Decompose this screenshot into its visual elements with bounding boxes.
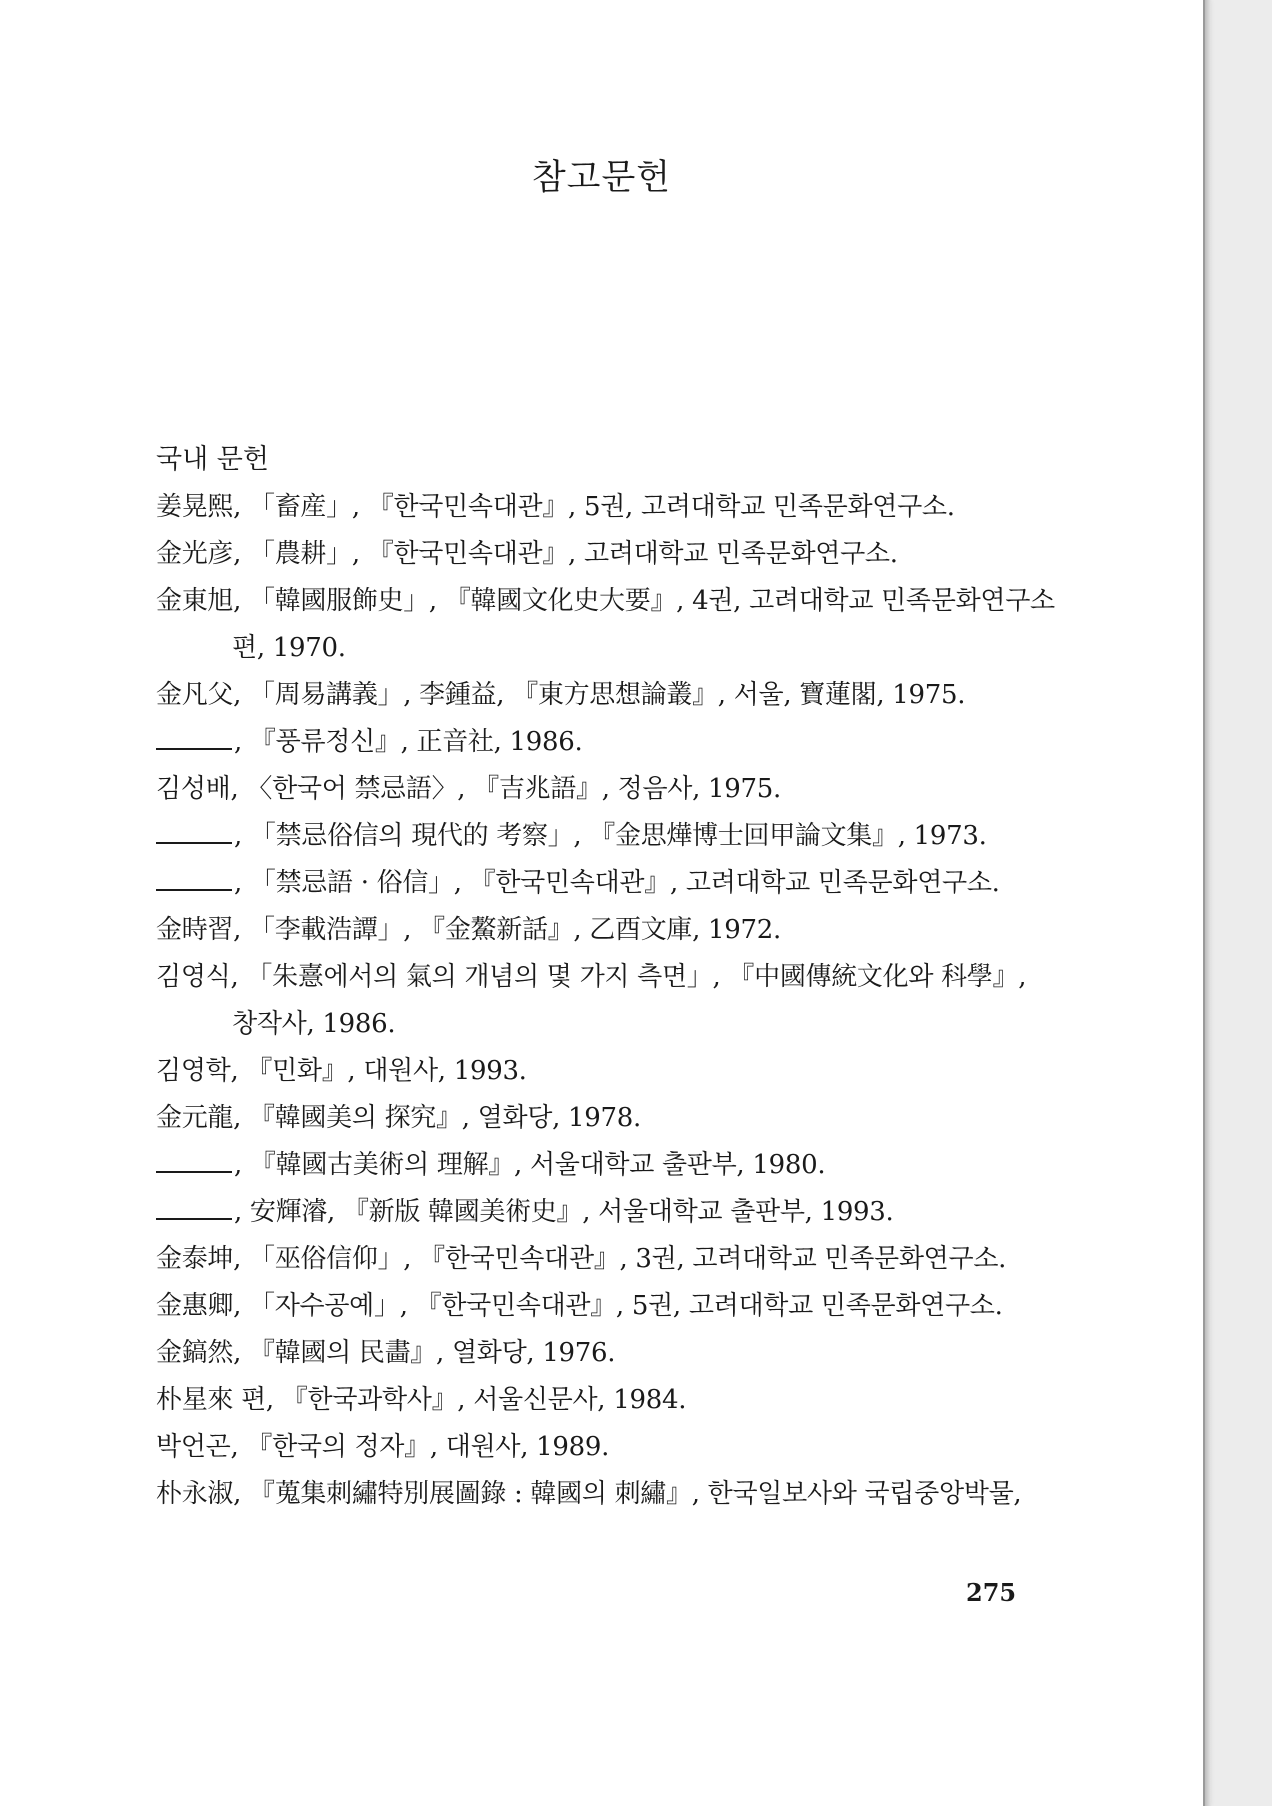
reference-entry bbox=[156, 1048, 1036, 1095]
reference-continuation bbox=[156, 1001, 1036, 1048]
reference-text: 朴星來 편, 『한국과학사』, 서울신문사, 1984. bbox=[156, 1385, 687, 1415]
reference-entry bbox=[156, 1142, 1036, 1189]
reference-text: 김영학, 『민화』, 대원사, 1993. bbox=[156, 1056, 527, 1086]
reference-entry bbox=[156, 1471, 1036, 1518]
reference-entry bbox=[156, 719, 1036, 766]
reference-entry bbox=[156, 766, 1036, 813]
same-author-dash bbox=[156, 1217, 232, 1220]
reference-text: 姜晃熙, 「畜産」, 『한국민속대관』, 5권, 고려대학교 민족문화연구소. bbox=[156, 492, 955, 522]
reference-text: , 「禁忌俗信의 現代的 考察」, 『金思燁博士回甲論文集』, 1973. bbox=[234, 821, 987, 851]
reference-text: , 『韓國古美術의 理解』, 서울대학교 출판부, 1980. bbox=[234, 1150, 826, 1180]
reference-entry bbox=[156, 531, 1036, 578]
page-number: 275 bbox=[966, 1578, 1017, 1607]
reference-text: 金鎬然, 『韓國의 民畵』, 열화당, 1976. bbox=[156, 1338, 616, 1368]
reference-entry bbox=[156, 1377, 1036, 1424]
reference-text: , 安輝濬, 『新版 韓國美術史』, 서울대학교 출판부, 1993. bbox=[234, 1197, 894, 1227]
reference-text: , 「禁忌語 · 俗信」, 『한국민속대관』, 고려대학교 민족문화연구소. bbox=[234, 868, 1000, 898]
reference-entry bbox=[156, 907, 1036, 954]
page-title: 참고문헌 bbox=[531, 158, 672, 198]
reference-text: 박언곤, 『한국의 정자』, 대원사, 1989. bbox=[156, 1432, 610, 1462]
reference-entry bbox=[156, 1424, 1036, 1471]
reference-text: 金凡父, 「周易講義」, 李鍾益, 『東方思想論叢』, 서울, 寶蓮閣, 1975. bbox=[156, 680, 966, 710]
reference-text: 金東旭, 「韓國服飾史」, 『韓國文化史大要』, 4권, 고려대학교 민족문화연구소 bbox=[156, 586, 1055, 616]
reference-list bbox=[156, 484, 1055, 1518]
reference-entry bbox=[156, 860, 1036, 907]
reference-entry bbox=[156, 1236, 1036, 1283]
reference-text: 金元龍, 『韓國美의 探究』, 열화당, 1978. bbox=[156, 1103, 641, 1133]
reference-entry bbox=[156, 1189, 1036, 1236]
reference-text: 朴永淑, 『蒐集刺繡特別展圖錄 : 韓國의 刺繡』, 한국일보사와 국립중앙박물, bbox=[156, 1479, 1022, 1509]
reference-text: 金惠卿, 「자수공예」, 『한국민속대관』, 5권, 고려대학교 민족문화연구소. bbox=[156, 1291, 1003, 1321]
reference-text: 김성배, 〈한국어 禁忌語〉, 『吉兆語』, 정음사, 1975. bbox=[156, 774, 781, 804]
reference-text: 金泰坤, 「巫俗信仰」, 『한국민속대관』, 3권, 고려대학교 민족문화연구소. bbox=[156, 1244, 1007, 1274]
reference-entry bbox=[156, 1330, 1036, 1377]
section-heading-domestic: 국내 문헌 bbox=[156, 444, 269, 475]
same-author-dash bbox=[156, 1170, 232, 1173]
reference-continuation bbox=[156, 625, 1036, 672]
reference-text: 김영식, 「朱憙에서의 氣의 개념의 몇 가지 측면」, 『中國傳統文化와 科學』, bbox=[156, 962, 1027, 992]
same-author-dash bbox=[156, 888, 232, 891]
reference-entry bbox=[156, 672, 1036, 719]
same-author-dash bbox=[156, 841, 232, 844]
reference-entry bbox=[156, 1095, 1036, 1142]
reference-entry bbox=[156, 1283, 1036, 1330]
reference-entry bbox=[156, 578, 1055, 625]
reference-entry bbox=[156, 484, 1036, 531]
reference-text: 金時習, 「李載浩譚」, 『金鰲新話』, 乙酉文庫, 1972. bbox=[156, 915, 781, 945]
reference-entry bbox=[156, 954, 1036, 1001]
reference-text: , 『풍류정신』, 正音社, 1986. bbox=[234, 727, 583, 757]
reference-text: 창작사, 1986. bbox=[232, 1009, 396, 1039]
reference-text: 金光彦, 「農耕」, 『한국민속대관』, 고려대학교 민족문화연구소. bbox=[156, 539, 898, 569]
same-author-dash bbox=[156, 747, 232, 750]
page-edge bbox=[1205, 0, 1211, 1806]
reference-text: 편, 1970. bbox=[232, 633, 346, 663]
reference-entry bbox=[156, 813, 1036, 860]
